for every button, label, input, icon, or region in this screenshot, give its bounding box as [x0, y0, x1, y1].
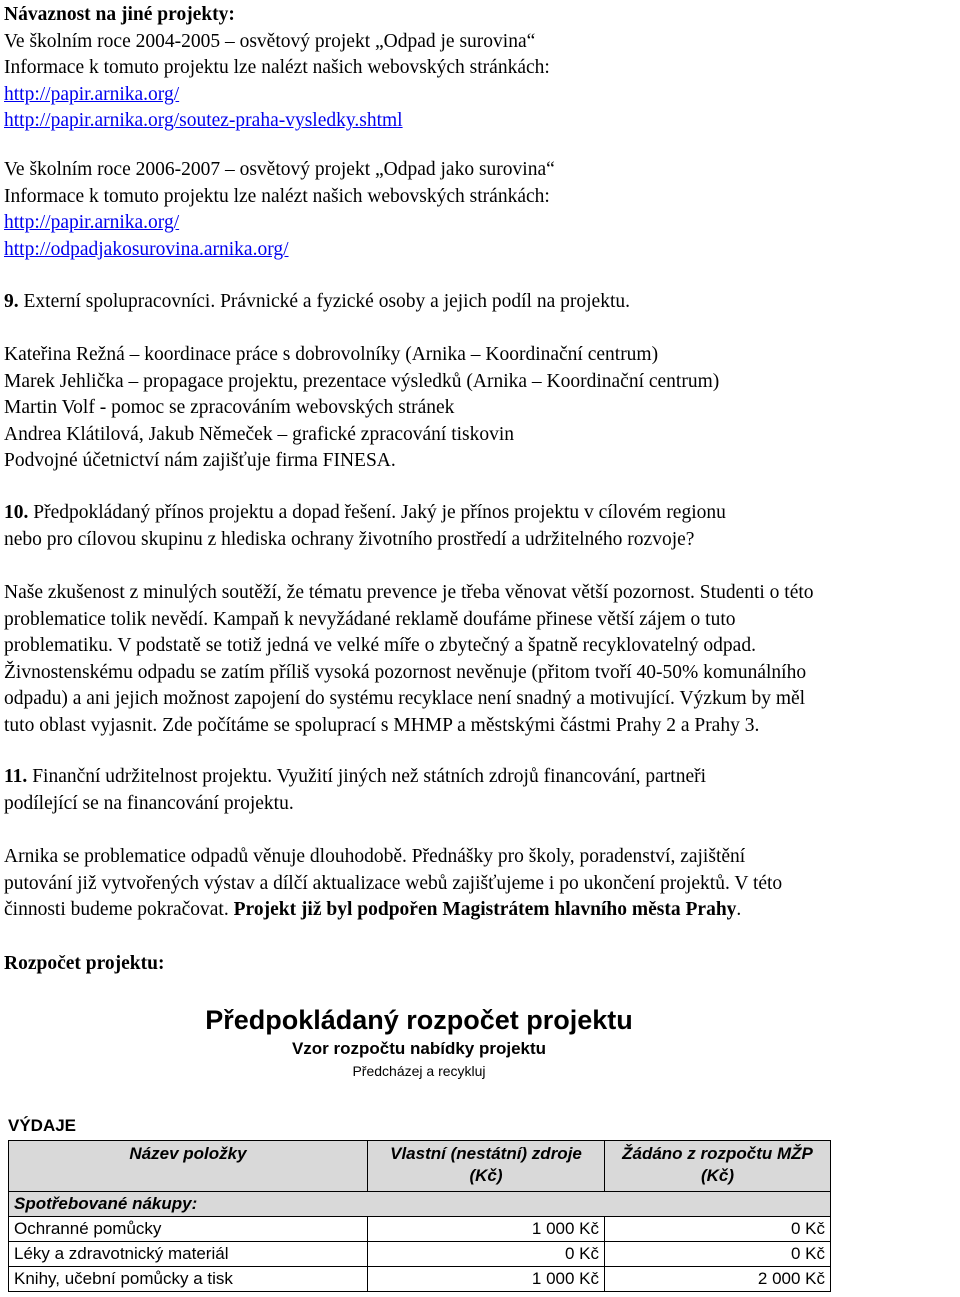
collaborator-line: Marek Jehlička – propagace projektu, prezentace výsledků (Arnika – Koordinační centrum) [4, 370, 720, 392]
link-papir-1[interactable]: http://papir.arnika.org/ [4, 83, 180, 105]
item-name: Ochranné pomůcky [9, 1217, 368, 1242]
collaborator-line: Podvojné účetnictví nám zajišťuje firma FINESA. [4, 450, 396, 472]
section-10-number: 10. [4, 502, 29, 523]
section-11-title: Finanční udržitelnost projektu. Využití jiných než státních zdrojů financování, partneři [27, 766, 707, 787]
section-10 [4, 500, 726, 553]
section-11-heading-line2: podílející se na financování projektu. [4, 792, 294, 814]
section-11-heading-line1 [4, 764, 706, 791]
collaborators-list [4, 342, 719, 475]
section-9 [4, 289, 630, 316]
col-header-own: Vlastní (nestátní) zdroje (Kč) [368, 1141, 605, 1192]
item-own: 1 000 Kč [368, 1217, 605, 1242]
section-9-number: 9. [4, 291, 19, 312]
body-line: Naše zkušenost z minulých soutěží, že tématu prevence je třeba věnovat větší pozornost. Studenti o této [4, 582, 814, 603]
continuity-p1-line1: Ve školním roce 2004-2005 – osvětový projekt „Odpad je surovina“ [4, 30, 536, 52]
body-line: problematiku. V podstatě se totiž jedná ve velké míře o zbytečný a špatně recyklovatelný odpad. [4, 635, 756, 657]
continuity-p2-line2: Informace k tomuto projektu lze nalézt našich webovských stránkách: [4, 185, 550, 207]
link-papir-2[interactable]: http://papir.arnika.org/ [4, 212, 180, 234]
continuity-section-2 [4, 157, 555, 263]
item-requested: 0 Kč [605, 1242, 831, 1267]
item-own: 0 Kč [368, 1242, 605, 1267]
table-row [9, 1242, 831, 1267]
body-line: putování již vytvořených výstav a dílčí aktualizace webů zajišťujeme i po ukončení projektů. V této [4, 872, 783, 894]
body-text: činnosti budeme pokračovat. [4, 899, 234, 921]
item-name: Knihy, učební pomůcky a tisk [9, 1267, 368, 1292]
continuity-p2-line1: Ve školním roce 2006-2007 – osvětový projekt „Odpad jako surovina“ [4, 159, 555, 180]
continuity-heading: Návaznost na jiné projekty: [4, 4, 235, 25]
item-requested: 2 000 Kč [605, 1267, 831, 1292]
item-name: Léky a zdravotnický materiál [9, 1242, 368, 1267]
link-odpadjakosurovina[interactable]: http://odpadjakosurovina.arnika.org/ [4, 238, 289, 260]
table-row [9, 1217, 831, 1242]
section-11-body [4, 844, 782, 924]
section-11-number: 11. [4, 766, 28, 787]
body-line [4, 897, 782, 924]
body-text: . [736, 899, 742, 921]
budget-heading: Rozpočet projektu: [4, 953, 165, 974]
collaborator-line: Martin Volf - pomoc se zpracováním webovských stránek [4, 397, 455, 419]
collaborator-line: Andrea Klátilová, Jakub Němeček – grafické zpracování tiskovin [4, 423, 515, 445]
col-header-name: Název položky [9, 1141, 368, 1192]
section-9-title: Externí spolupracovníci. Právnické a fyzické osoby a jejich podíl na projektu. [18, 291, 630, 312]
budget-subtitle: Vzor rozpočtu nabídky projektu [291, 1039, 547, 1058]
group-label: Spotřebované nákupy: [9, 1192, 831, 1217]
item-requested: 0 Kč [605, 1217, 831, 1242]
body-line: Arnika se problematice odpadů věnuje dlouhodobě. Přednášky pro školy, poradenství, zajištění [4, 846, 746, 867]
support-statement: Projekt již byl podpořen Magistrátem hlavního města Prahy [233, 899, 737, 921]
body-line: Živnostenskému odpadu se zatím příliš vysoká pozornost nevěnuje (přitom tvoří 40-50% komunálního [4, 661, 807, 683]
budget-header-row [9, 1141, 831, 1192]
expenses-label: VÝDAJE [8, 1116, 77, 1135]
body-line: tuto oblast vyjasnit. Zde počítáme se spoluprací s MHMP a městskými částmi Prahy 2 a Prahy 3. [4, 714, 760, 736]
section-11 [4, 764, 706, 817]
item-own: 1 000 Kč [368, 1267, 605, 1292]
budget-title: Předpokládaný rozpočet projektu [205, 1005, 633, 1035]
section-10-title: Předpokládaný přínos projektu a dopad řešení. Jaký je přínos projektu v cílovém regionu [28, 502, 726, 523]
collaborator-line: Kateřina Režná – koordinace práce s dobrovolníky (Arnika – Koordinační centrum) [4, 344, 659, 365]
budget-group-row [9, 1192, 831, 1217]
link-soutez-vysledky[interactable]: http://papir.arnika.org/soutez-praha-vysledky.shtml [4, 110, 403, 132]
section-10-body [4, 580, 814, 740]
col-header-requested: Žádáno z rozpočtu MŽP (Kč) [605, 1141, 831, 1192]
section-9-heading [4, 289, 630, 316]
budget-table [8, 1140, 831, 1292]
continuity-p1-line2: Informace k tomuto projektu lze nalézt našich webovských stránkách: [4, 57, 550, 79]
section-10-heading-line1 [4, 500, 726, 527]
budget-project-name: Předcházej a recykluj [352, 1063, 486, 1079]
section-10-heading-line2: nebo pro cílovou skupinu z hlediska ochrany životního prostředí a udržitelného rozvoje? [4, 528, 695, 550]
continuity-section [4, 2, 550, 135]
table-row [9, 1267, 831, 1292]
body-line: problematice tolik nevědí. Kampaň k nevyžádané reklamě doufáme přinese větší zájem o tuto [4, 608, 736, 630]
body-line: odpadu) a ani jejich možnost zapojení do systému recyklace není snadný a motivující. Výzkum by měl [4, 688, 806, 710]
